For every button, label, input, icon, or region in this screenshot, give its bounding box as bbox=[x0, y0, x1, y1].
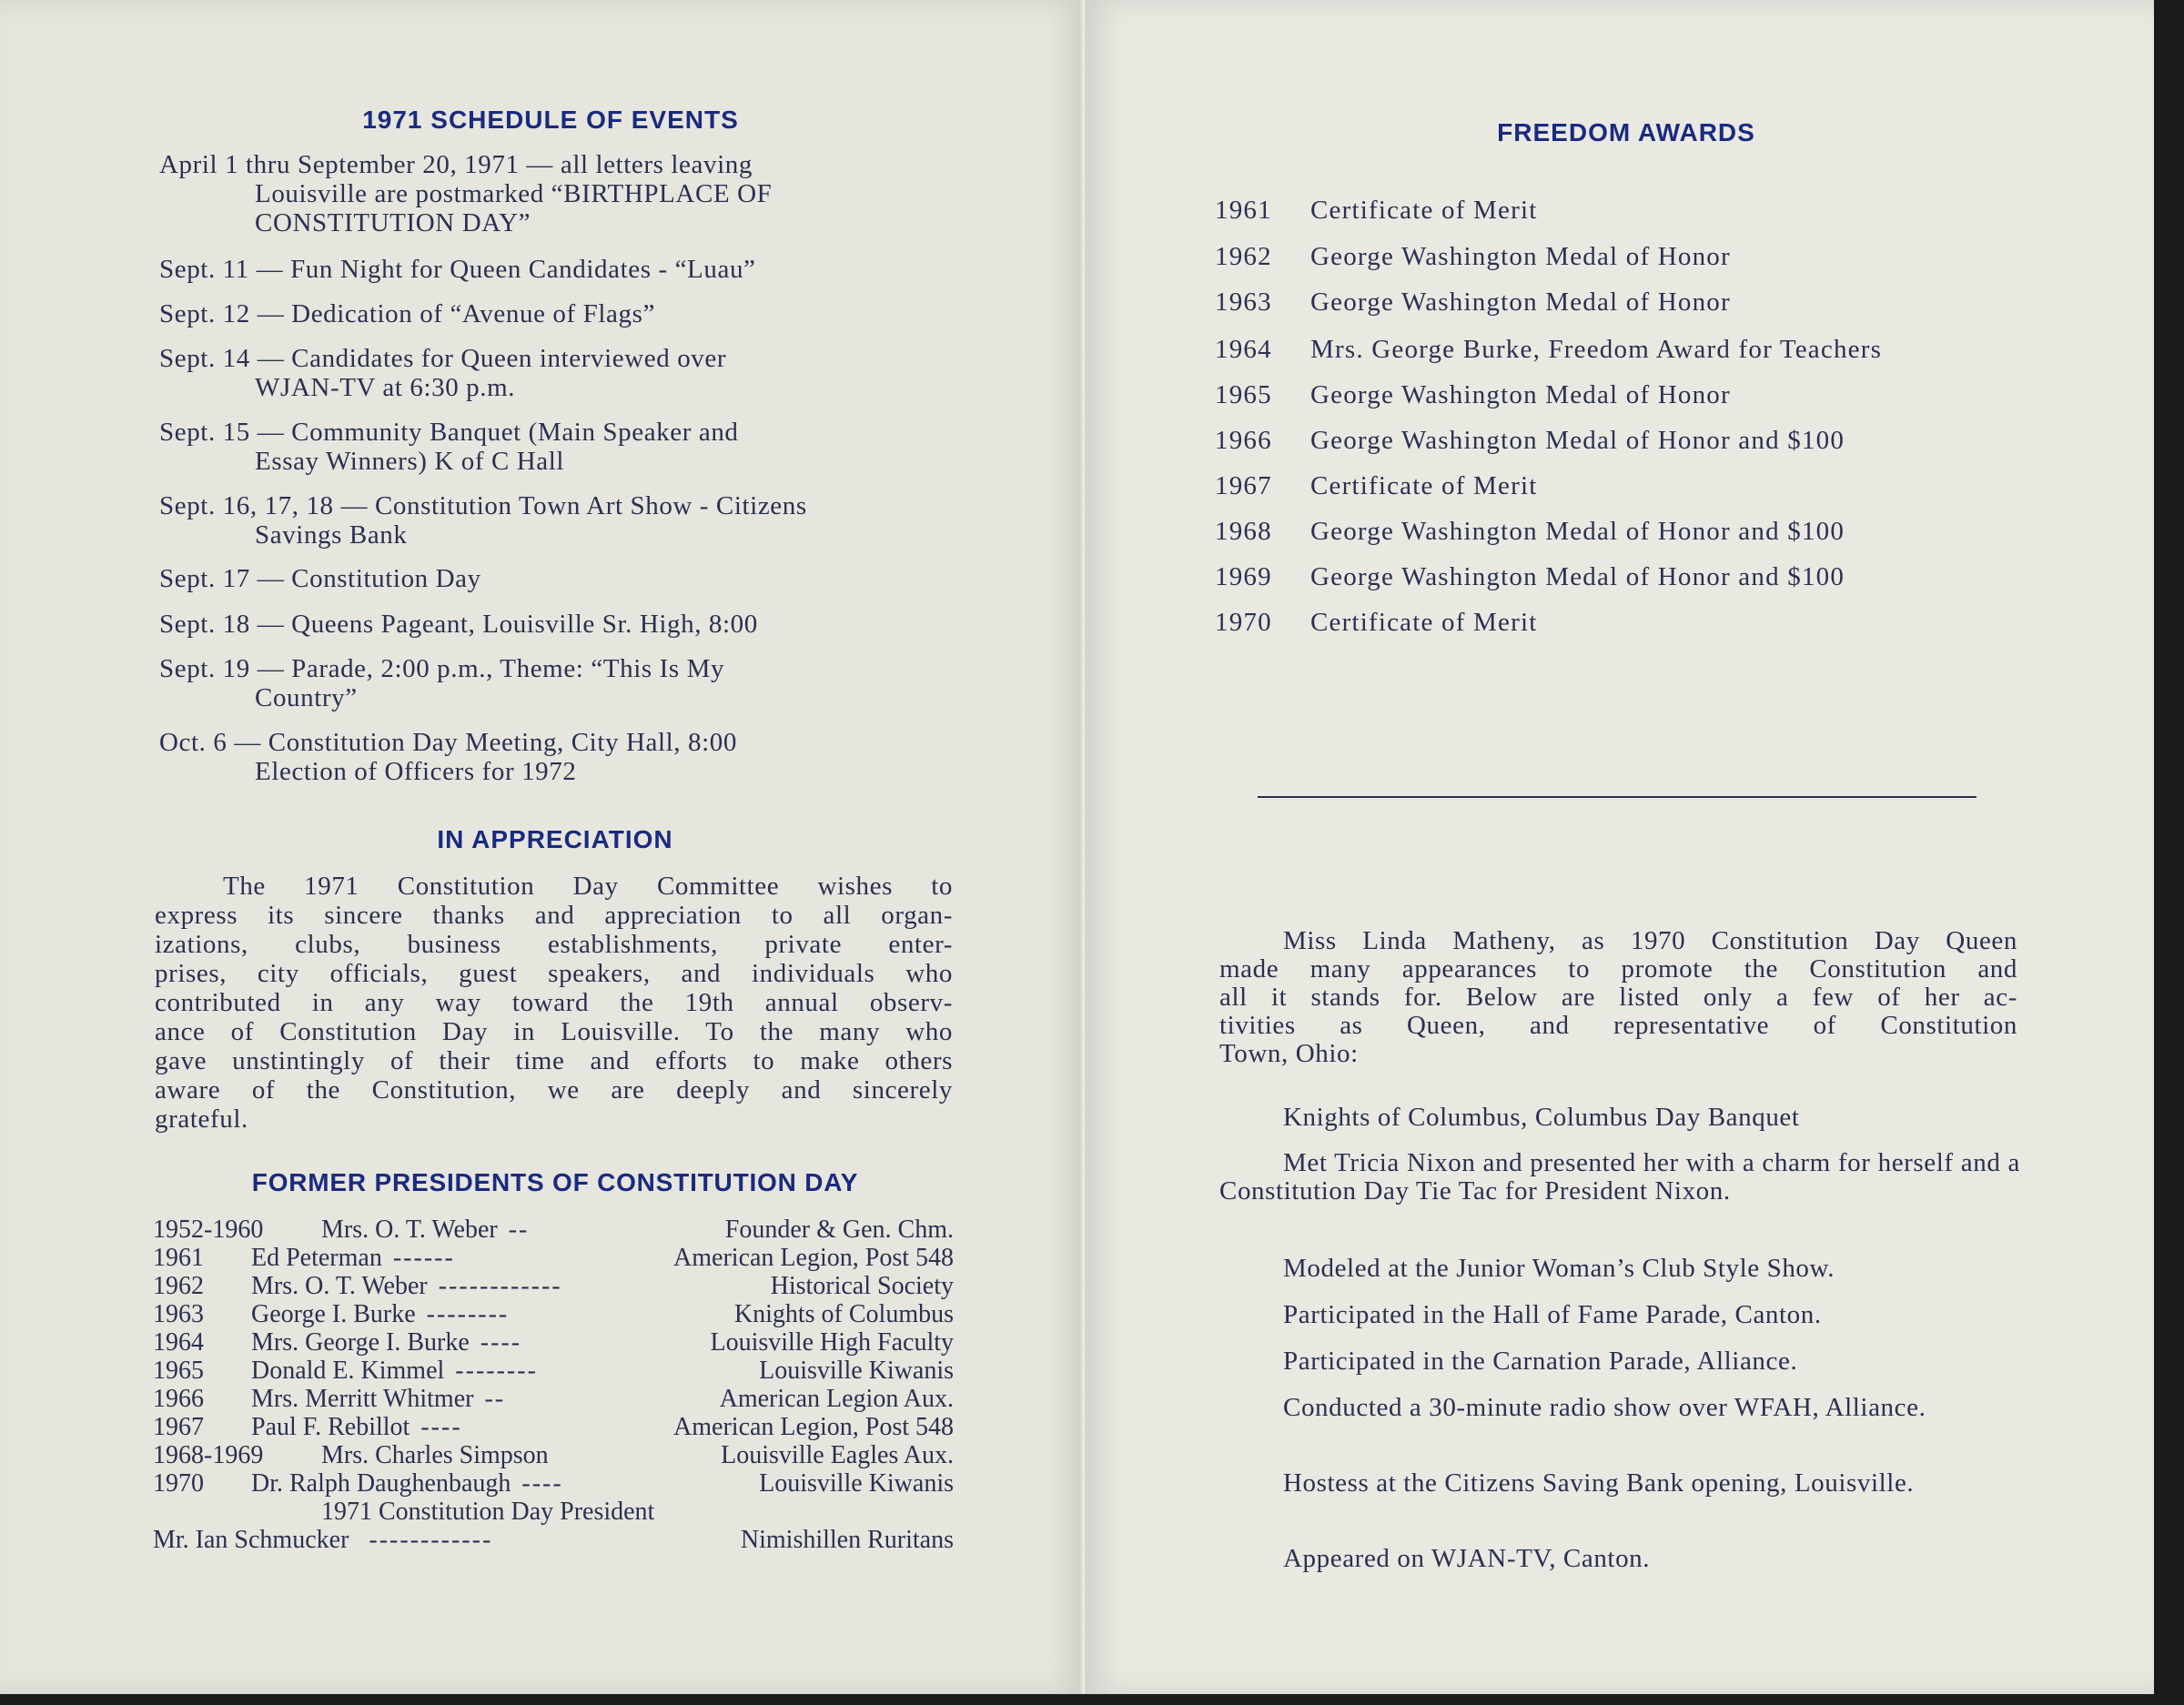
award-year: 1961 bbox=[1215, 196, 1272, 225]
event-line: Oct. 6 — Constitution Day Meeting, City Hall, 8:00 bbox=[159, 728, 737, 757]
president-year: 1962 bbox=[153, 1272, 204, 1300]
dash-leader: -------- bbox=[426, 1300, 510, 1328]
appreciation-line: express its sincere thanks and appreciation to all organ- bbox=[155, 901, 953, 930]
queen-intro-line: tivities as Queen, and representative of Constitution bbox=[1219, 1011, 2017, 1040]
activity-item: Modeled at the Junior Woman’s Club Style Show. bbox=[1283, 1254, 1835, 1283]
president-year: 1965 bbox=[153, 1357, 204, 1385]
award-year: 1968 bbox=[1215, 517, 1272, 546]
event-line: Sept. 19 — Parade, 2:00 p.m., Theme: “This Is My bbox=[159, 654, 725, 683]
president-year: 1968-1969 bbox=[153, 1441, 264, 1469]
award-text: George Washington Medal of Honor and $100 bbox=[1310, 562, 1845, 591]
president-year: 1966 bbox=[153, 1385, 204, 1413]
president-organization: American Legion Aux. bbox=[719, 1385, 954, 1413]
award-row bbox=[1215, 562, 1845, 592]
award-text: George Washington Medal of Honor and $100 bbox=[1310, 517, 1845, 546]
president-year: 1964 bbox=[153, 1328, 204, 1357]
activity-item: Conducted a 30-minute radio show over WFAH, Alliance. bbox=[1283, 1393, 1926, 1422]
dash-leader: ---- bbox=[521, 1469, 563, 1498]
award-year: 1963 bbox=[1215, 288, 1272, 317]
president-organization: Louisville High Faculty bbox=[710, 1328, 954, 1357]
president-name: Dr. Ralph Daughenbaugh bbox=[251, 1469, 511, 1498]
event-entry bbox=[159, 299, 956, 328]
award-year: 1964 bbox=[1215, 335, 1272, 364]
background-edge bbox=[2154, 0, 2184, 1705]
presidents-heading: FORMER PRESIDENTS OF CONSTITUTION DAY bbox=[251, 1168, 859, 1196]
president-organization: Knights of Columbus bbox=[733, 1300, 954, 1328]
appreciation-paragraph bbox=[155, 872, 953, 1134]
dash-leader: -- bbox=[508, 1216, 530, 1244]
president-year: 1967 bbox=[153, 1413, 204, 1441]
event-continuation: Essay Winners) K of C Hall bbox=[255, 447, 565, 476]
award-text: Certificate of Merit bbox=[1310, 608, 1538, 637]
dash-leader: ------ bbox=[392, 1244, 455, 1272]
appreciation-line: prises, city officials, guest speakers, and individuals who bbox=[155, 959, 953, 988]
president-organization: Louisville Eagles Aux. bbox=[721, 1441, 954, 1469]
award-text: Mrs. George Burke, Freedom Award for Teachers bbox=[1310, 335, 1883, 364]
activity-item: Participated in the Hall of Fame Parade, Canton. bbox=[1283, 1300, 1822, 1329]
award-text: George Washington Medal of Honor bbox=[1310, 242, 1731, 271]
appreciation-line: The 1971 Constitution Day Committee wishes to bbox=[223, 872, 953, 901]
event-continuation: Louisville are postmarked “BIRTHPLACE OF bbox=[255, 179, 773, 208]
award-year: 1965 bbox=[1215, 380, 1272, 409]
president-row bbox=[153, 1301, 954, 1328]
queen-intro-line: all it stands for. Below are listed only a few of her ac- bbox=[1219, 983, 2017, 1012]
current-president-label: 1971 Constitution Day President bbox=[321, 1498, 655, 1526]
award-year: 1966 bbox=[1215, 426, 1272, 455]
president-row bbox=[153, 1245, 954, 1272]
president-year: 1970 bbox=[153, 1469, 204, 1498]
president-name: Mrs. Charles Simpson bbox=[321, 1441, 549, 1469]
president-name: George I. Burke bbox=[251, 1300, 416, 1328]
president-row bbox=[153, 1470, 954, 1498]
award-text: Certificate of Merit bbox=[1310, 196, 1538, 225]
appreciation-line: aware of the Constitution, we are deeply and sincerely bbox=[155, 1075, 953, 1105]
event-continuation: Savings Bank bbox=[255, 520, 408, 550]
award-text: George Washington Medal of Honor bbox=[1310, 380, 1731, 409]
dash-leader: -- bbox=[484, 1385, 506, 1413]
award-year: 1967 bbox=[1215, 471, 1272, 500]
award-row bbox=[1215, 608, 1537, 638]
president-name: Mrs. Merritt Whitmer bbox=[251, 1385, 474, 1413]
event-entry bbox=[159, 728, 956, 786]
queen-intro-line: made many appearances to promote the Constitution and bbox=[1219, 954, 2017, 984]
event-continuation: Country” bbox=[255, 683, 358, 712]
event-continuation: CONSTITUTION DAY” bbox=[255, 208, 531, 237]
award-text: Certificate of Merit bbox=[1310, 471, 1538, 500]
president-organization: Nimishillen Ruritans bbox=[740, 1526, 954, 1554]
president-row bbox=[153, 1329, 954, 1357]
event-line: Sept. 18 — Queens Pageant, Louisville Sr. High, 8:00 bbox=[159, 610, 758, 639]
award-row bbox=[1215, 471, 1537, 501]
award-row bbox=[1215, 288, 1731, 318]
president-name: Ed Peterman bbox=[251, 1244, 382, 1272]
president-row bbox=[153, 1216, 954, 1244]
president-organization: Historical Society bbox=[770, 1272, 954, 1300]
president-name: Mrs. George I. Burke bbox=[251, 1328, 470, 1357]
event-line: April 1 thru September 20, 1971 — all letters leaving bbox=[159, 150, 753, 179]
event-entry bbox=[159, 610, 956, 639]
freedom-awards-heading: FREEDOM AWARDS bbox=[1497, 118, 1755, 146]
appreciation-line: grateful. bbox=[155, 1105, 248, 1134]
appreciation-line: gave unstintingly of their time and efforts to make others bbox=[155, 1046, 953, 1075]
award-row bbox=[1215, 517, 1845, 547]
president-row bbox=[153, 1357, 954, 1385]
president-year: 1961 bbox=[153, 1244, 204, 1272]
event-continuation: WJAN-TV at 6:30 p.m. bbox=[255, 373, 516, 402]
president-row bbox=[153, 1414, 954, 1441]
president-name: Paul F. Rebillot bbox=[251, 1413, 410, 1441]
dash-leader: ---- bbox=[480, 1328, 522, 1357]
president-organization: American Legion, Post 548 bbox=[673, 1413, 954, 1441]
president-year: 1963 bbox=[153, 1300, 204, 1328]
president-name: Mrs. O. T. Weber bbox=[321, 1216, 498, 1244]
president-organization: Louisville Kiwanis bbox=[759, 1469, 954, 1498]
president-row bbox=[153, 1442, 954, 1469]
schedule-heading: 1971 SCHEDULE OF EVENTS bbox=[362, 106, 739, 134]
event-entry bbox=[159, 255, 956, 284]
president-organization: Louisville Kiwanis bbox=[759, 1357, 954, 1385]
event-entry bbox=[159, 491, 956, 550]
dash-leader: ---- bbox=[420, 1413, 462, 1441]
award-row bbox=[1215, 242, 1731, 272]
president-name: Mr. Ian Schmucker bbox=[153, 1526, 349, 1554]
dash-leader: ------------ bbox=[438, 1272, 562, 1300]
event-line: Sept. 11 — Fun Night for Queen Candidates - “Luau” bbox=[159, 255, 756, 284]
award-text: George Washington Medal of Honor bbox=[1310, 288, 1731, 317]
queen-intro-line: Town, Ohio: bbox=[1219, 1039, 1359, 1068]
event-line: Sept. 15 — Community Banquet (Main Speaker and bbox=[159, 418, 739, 447]
queen-intro-line: Miss Linda Matheny, as 1970 Constitution Day Queen bbox=[1283, 926, 2017, 955]
award-year: 1962 bbox=[1215, 242, 1272, 271]
event-line: Sept. 17 — Constitution Day bbox=[159, 564, 481, 593]
president-year: 1952-1960 bbox=[153, 1216, 264, 1244]
appreciation-line: ance of Constitution Day in Louisville. To the many who bbox=[155, 1017, 953, 1046]
right-page bbox=[1085, 0, 2154, 1694]
award-row bbox=[1215, 380, 1731, 410]
president-organization: Founder & Gen. Chm. bbox=[724, 1216, 954, 1244]
president-name: Donald E. Kimmel bbox=[251, 1357, 445, 1385]
appreciation-line: izations, clubs, business establishments, private enter- bbox=[155, 930, 953, 959]
section-divider bbox=[1258, 796, 1977, 798]
award-row bbox=[1215, 196, 1537, 226]
award-year: 1969 bbox=[1215, 562, 1272, 591]
event-line: Sept. 14 — Candidates for Queen interviewed over bbox=[159, 344, 727, 373]
award-text: George Washington Medal of Honor and $100 bbox=[1310, 426, 1845, 455]
appreciation-heading: IN APPRECIATION bbox=[437, 825, 673, 853]
activity-item: Met Tricia Nixon and presented her with a charm for herself and a Constitution Day Tie Tac for President Nixon. bbox=[1219, 1148, 2020, 1206]
event-line: Sept. 16, 17, 18 — Constitution Town Art Show - Citizens bbox=[159, 491, 807, 520]
event-entry bbox=[159, 418, 956, 476]
event-entry bbox=[159, 564, 956, 593]
award-row bbox=[1215, 335, 1882, 365]
queen-intro-paragraph bbox=[1219, 927, 2017, 1068]
event-line: Sept. 12 — Dedication of “Avenue of Flags” bbox=[159, 299, 655, 328]
activity-item: Participated in the Carnation Parade, Alliance. bbox=[1283, 1347, 1798, 1376]
dash-leader: ------------ bbox=[369, 1526, 493, 1554]
event-entry bbox=[159, 150, 956, 237]
president-organization: American Legion, Post 548 bbox=[673, 1244, 954, 1272]
dash-leader: -------- bbox=[455, 1357, 538, 1385]
president-row bbox=[153, 1386, 954, 1413]
current-president-row bbox=[153, 1527, 954, 1554]
event-continuation: Election of Officers for 1972 bbox=[255, 757, 577, 786]
event-entry bbox=[159, 344, 956, 402]
president-name: Mrs. O. T. Weber bbox=[251, 1272, 428, 1300]
activity-item: Appeared on WJAN-TV, Canton. bbox=[1283, 1544, 1651, 1573]
award-row bbox=[1215, 426, 1845, 456]
event-entry bbox=[159, 654, 956, 712]
activity-item: Knights of Columbus, Columbus Day Banquet bbox=[1283, 1103, 1800, 1132]
activity-item: Hostess at the Citizens Saving Bank opening, Louisville. bbox=[1283, 1468, 1915, 1498]
president-row bbox=[153, 1273, 954, 1300]
award-year: 1970 bbox=[1215, 608, 1272, 637]
appreciation-line: contributed in any way toward the 19th annual observ- bbox=[155, 988, 953, 1017]
left-page bbox=[0, 0, 1085, 1694]
